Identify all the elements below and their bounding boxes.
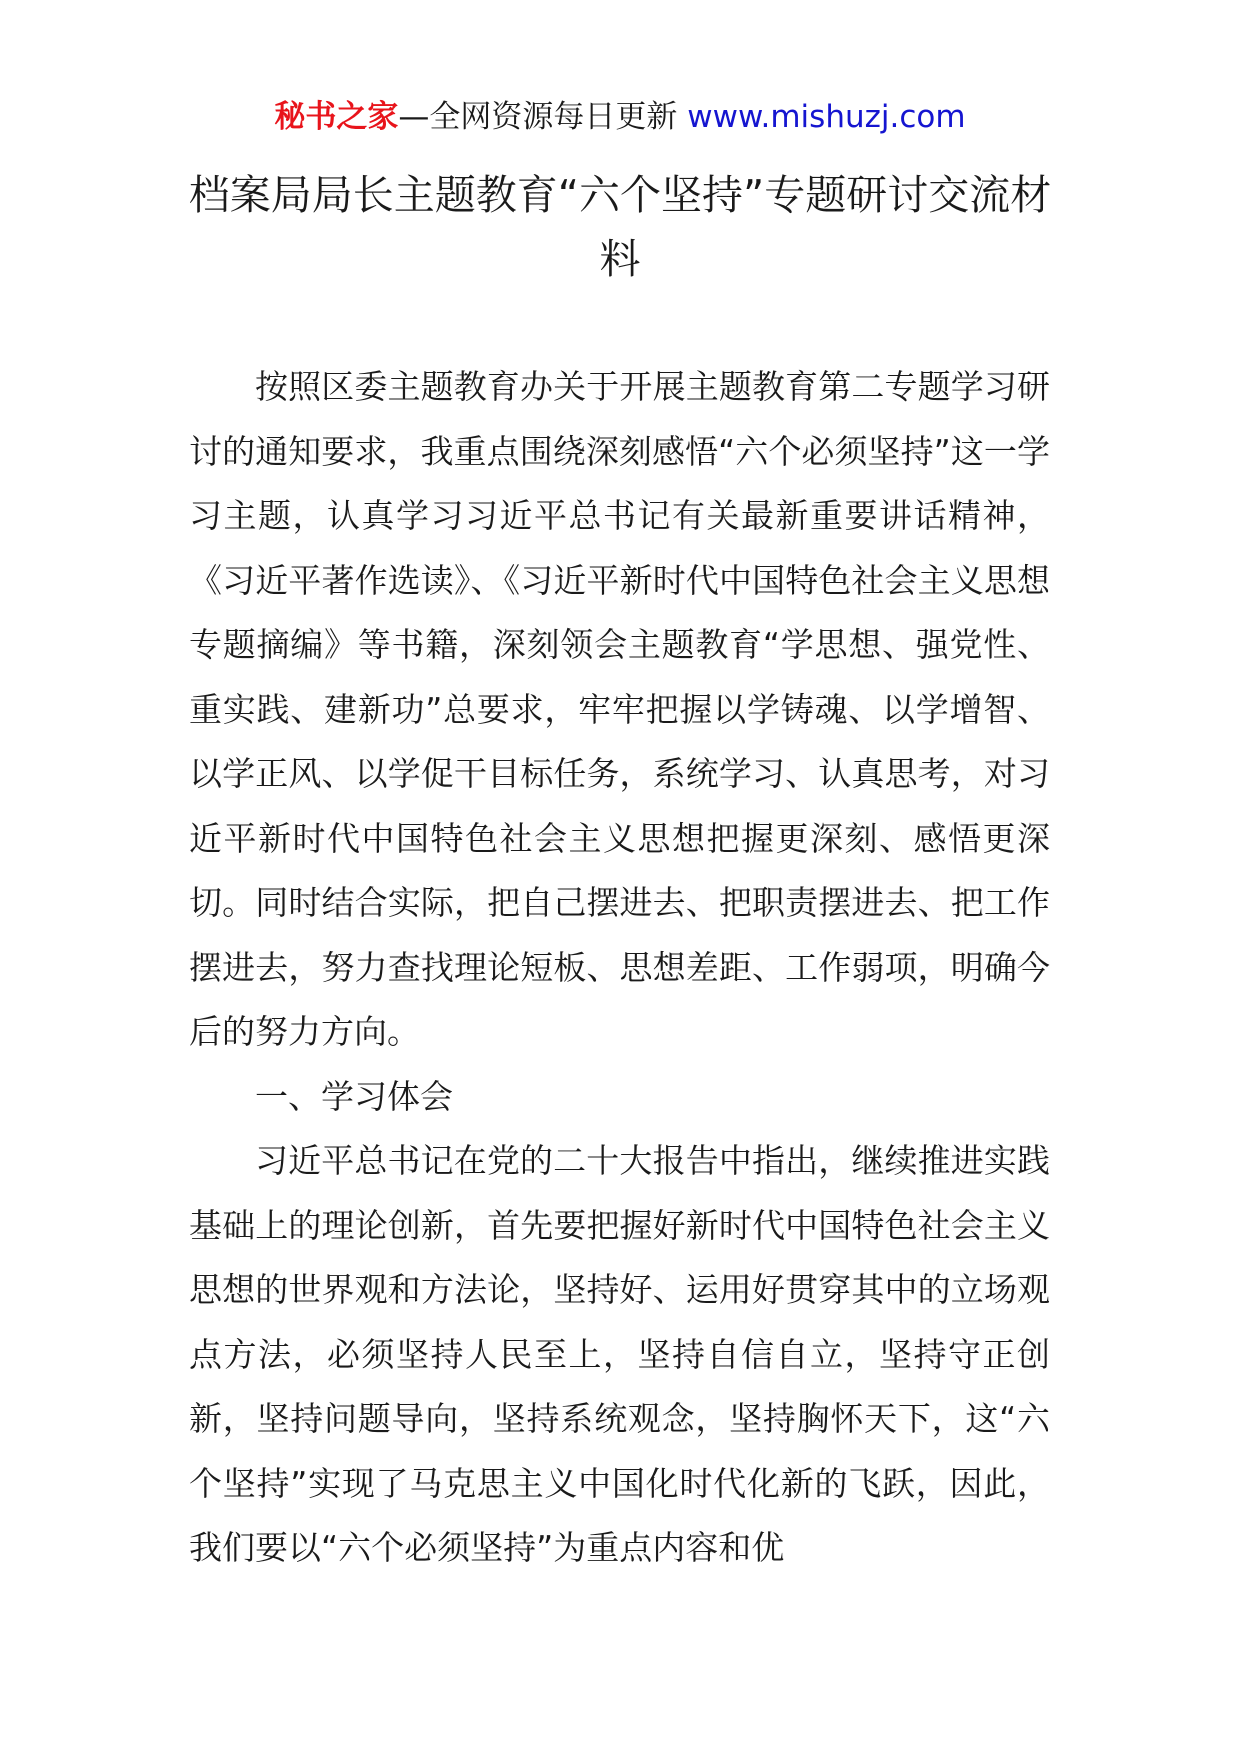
site-url-link[interactable]: www.mishuzj.com xyxy=(687,99,966,135)
header-tagline: —全网资源每日更新 xyxy=(398,99,688,135)
brand-name: 秘书之家 xyxy=(274,99,399,135)
document-body xyxy=(189,355,1050,1581)
intro-paragraph: 按照区委主题教育办关于开展主题教育第二专题学习研讨的通知要求，我重点围绕深刻感悟“六个必须坚持”这一学习主题，认真学习习近平总书记有关最新重要讲话精神，《习近平著作选读》、《习近平新时代中国特色社会主义思想专题摘编》等书籍，深刻领会主题教育“学思想、强党性、重实践、建新功”总要求，牢牢把握以学铸魂、以学增智、以学正风、以学促干目标任务，系统学习、认真思考，对习近平新时代中国特色社会主义思想把握更深刻、感悟更深切。同时结合实际，把自己摆进去、把职责摆进去、把工作摆进去，努力查找理论短板、思想差距、工作弱项，明确今后的努力方向。 xyxy=(189,367,1050,1051)
site-header xyxy=(0,96,1240,138)
section-heading: 一、学习体会 xyxy=(255,1076,453,1116)
section-paragraph: 习近平总书记在党的二十大报告中指出，继续推进实践基础上的理论创新，首先要把握好新时代中国特色社会主义思想的世界观和方法论，坚持好、运用好贯穿其中的立场观点方法，必须坚持人民至上，坚持自信自立，坚持守正创新，坚持问题导向，坚持系统观念，坚持胸怀天下，这“六个坚持”实现了马克思主义中国化时代化新的飞跃，因此，我们要以“六个必须坚持”为重点内容和优 xyxy=(189,1141,1050,1567)
document-title: 档案局局长主题教育“六个坚持”专题研讨交流材料 xyxy=(188,171,1052,283)
